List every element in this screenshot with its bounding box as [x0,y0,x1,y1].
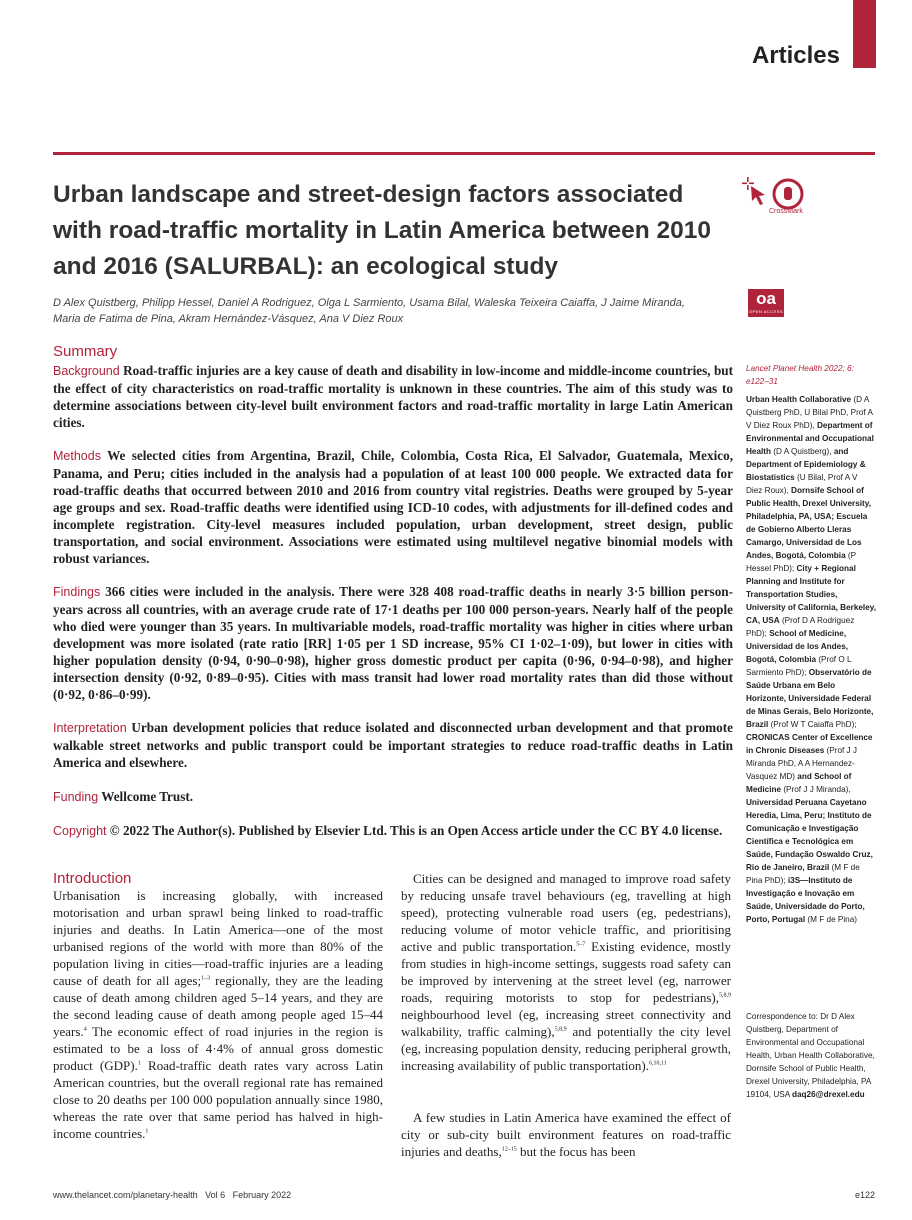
affiliation-name: and Department of Epidemiology & Biostatistics [746,447,866,482]
correspondence-address: Dr D Alex Quistberg, Department of Environmental and Occupational Health, Urban Health Collaborative, Dornsife School of Public Health, Drexel University, Philadelphia, PA 19104, USA [746,1012,875,1099]
journal-citation: Lancet Planet Health 2022; 6: e122–31 [746,364,854,386]
summary-interpretation [53,719,733,771]
summary-funding [53,788,733,806]
affiliation-people: (Prof J J Miranda PhD, A A Hernandez-Vasquez MD) [746,746,858,781]
citation-ref[interactable]: 12–15 [501,1146,517,1153]
intro-text: Road-traffic death rates vary across Latin American countries, but the overall regional rate has remained close to 20 deaths per 100 000 population annually since 1980, whereas the rate over that same period has halved in high-income countries. [53,1058,383,1141]
intro-text: Urbanisation is increasing globally, with increased motorisation and urban sprawl being linked to road-traffic injuries and deaths. In Latin America—one of the most urbanised regions of the world with more than 80% of the population living in cities—road-traffic injuries are a leading cause of death for all ages; [53,888,383,988]
citation-ref[interactable]: 1–3 [201,975,211,982]
open-access-badge [748,289,784,317]
crossmark-label: CrossMark [769,208,803,215]
intro-column-right-para2 [401,1109,731,1160]
affiliation-people: (P Hessel PhD); [746,551,856,573]
oa-subtext: OPEN ACCESS [748,309,784,314]
interpretation-label: Interpretation [53,721,127,735]
affiliation-people: (Prof D A Rodriguez PhD); [746,616,855,638]
section-label: Articles [751,42,840,69]
funding-text: Wellcome Trust. [101,789,194,804]
interpretation-text: Urban development policies that reduce isolated and disconnected urban development and that promote walkable street networks and public transport could be important strategies to reduce road-traffic deaths in Latin America and elsewhere. [53,720,734,770]
background-text: Road-traffic injuries are a key cause of death and disability in low-income and middle-income countries, but the effect of city characteristics on road-traffic mortality is unknown in these countries. The aim of this study was to determine associations between city-level built environment factors and road-traffic mortality in large Latin American cities. [53,363,734,430]
affiliation-people: (D A Quistberg), [771,447,834,456]
intro-text: and potentially the city level (eg, increasing population density, reducing peripheral growth, increasing availability of public transportation). [401,1024,731,1073]
summary-heading: Summary [53,343,118,360]
page-footer [53,1190,291,1200]
findings-label: Findings [53,585,101,599]
correspondence-label: Correspondence to: [746,1012,818,1021]
summary-copyright [53,822,733,840]
copyright-text: © 2022 The Author(s). Published by Elsevier Ltd. This is an Open Access article under the CC BY 4.0 license. [109,823,723,838]
affiliation-name: Urban Health Collaborative [746,395,852,404]
header-color-bar [853,0,876,68]
correspondence-email[interactable]: daq26@drexel.edu [791,1090,865,1099]
sidebar-correspondence [746,1010,876,1101]
footer-volume: Vol 6 [205,1190,226,1200]
affiliation-people: (M F de Pina PhD); [746,863,860,885]
methods-label: Methods [53,449,101,463]
header-rule [53,152,875,155]
affiliation-name: School of Medicine, Universidad de los Andes, Bogotá, Colombia [746,629,849,664]
sidebar-affiliations [746,393,876,926]
intro-text: The economic effect of road injuries in the region is estimated to be a loss of 4·4% of annual gross domestic product (GDP). [53,1024,383,1073]
introduction-heading: Introduction [53,870,132,887]
sidebar-journal [746,362,876,388]
intro-column-right [401,870,731,1074]
affiliation-people: (Prof W T Caiaffa PhD); [768,720,857,729]
crossmark-icon[interactable] [742,176,812,210]
affiliation-name: Department of Environmental and Occupational Health [746,421,874,456]
citation-ref[interactable]: 5,8,9 [719,992,731,999]
findings-text: 366 cities were included in the analysis. There were 328 408 road-traffic deaths in nearly 3·5 billion person-years across all countries, with an average crude rate of 17·1 deaths per 100 000 person-years. Nearly half of the people who died were younger than 35 years. In multivariable models, road-traffic mortality was higher in cities where urban development was more isolated (rate ratio [RR] 1·05 per 1 SD increase, 95% CI 1·02–1·09), but lower in cities with higher population density (0·94, 0·90–0·98), higher gross domestic product per capita (0·96, 0·94–0·98), and higher intersection density (0·92, 0·89–0·95). Cities with mass transit had lower road mortality rates than did those without (0·92, 0·86–0·99). [53,584,734,702]
intro-text: Cities can be designed and managed to improve road safety by reducing unsafe travel behaviours (eg, travelling at high speed), protecting vulnerable road users (eg, pedestrians), reducing volume of motor vehicle traffic, and prioritising active and public transportation. [401,871,731,954]
footer-url[interactable]: www.thelancet.com/planetary-health [53,1190,198,1200]
page-number: e122 [854,1190,875,1200]
summary-methods [53,447,733,567]
funding-label: Funding [53,790,99,804]
intro-column-left [53,887,383,1142]
affiliation-name: and School of Medicine [746,772,852,794]
citation-ref[interactable]: 6,10,11 [649,1060,667,1067]
oa-text: oa [756,289,776,308]
intro-text: but the focus has been [516,1144,636,1159]
background-label: Background [53,364,120,378]
intro-text: neighbourhood level (eg, increasing street connectivity and walkability, traffic calming), [401,1007,731,1039]
affiliation-people: (U Bilal, Prof A V Diez Roux), [746,473,858,495]
footer-date: February 2022 [232,1190,292,1200]
author-list: D Alex Quistberg, Philipp Hessel, Daniel A Rodriguez, Olga L Sarmiento, Usama Bilal, Waleska Teixeira Caiaffa, J Jaime Miranda, Maria de Fatima de Pina, Akram Hernández-Vásquez, Ana V Diez Roux [53,297,685,325]
intro-text: regionally, they are the leading cause of death among children aged 5–14 years, and they are the second leading cause of death among people aged 15–44 years. [53,973,383,1039]
intro-text: Existing evidence, mostly from studies in high-income settings, suggests road safety can be improved by intervening at the street level (eg, narrower roads, requiring motorists to stop for pedestrians), [401,939,731,1005]
affiliation-name: Dornsife School of Public Health, Drexel University, Philadelphia, PA, USA; Escuela de Gobierno Alberto Lleras Camargo, Universidad de Los Andes, Bogotá, Colombia [746,486,871,560]
affiliation-people: (Prof J J Miranda), [781,785,851,794]
citation-ref[interactable]: 5–7 [576,941,586,948]
methods-text: We selected cities from Argentina, Brazil, Chile, Colombia, Costa Rica, El Salvador, Guatemala, Mexico, Panama, and Peru; cities included in the analysis had a population of at least 100 000 people. We extracted data for road-traffic deaths that occurred between 2010 and 2016 from country vital registries. Deaths were grouped by 5-year age groups and sex. Road-traffic deaths were identified using ICD-10 codes, with adjustments for ill-defined codes and incomplete registration. City-level measures included population, urban development, street design, public transportation, and social environment. Associations were estimated using multilevel negative binomial models with robust variances. [53,448,734,566]
affiliation-name: CRONICAS Center of Excellence in Chronic Diseases [746,733,873,755]
intro-text: A few studies in Latin America have examined the effect of city or sub-city built environment features on road-traffic injuries and deaths, [401,1110,731,1159]
article-title: Urban landscape and street-design factors associated with road-traffic mortality in Latin America between 2010 and 2016 (SALURBAL): an ecological study [53,181,712,280]
citation-ref[interactable]: 5,8,9 [554,1026,567,1033]
affiliation-people: (Prof O L Sarmiento PhD); [746,655,852,677]
affiliation-name: Observatório de Saúde Urbana em Belo Horizonte, Universidade Federal de Minas Gerais, Belo Horizonte, Brazil [746,668,874,729]
summary-background [53,362,733,431]
citation-ref[interactable]: 1 [145,1128,149,1135]
citation-ref[interactable]: 4 [83,1026,87,1033]
copyright-label: Copyright [53,824,107,838]
summary-findings [53,583,733,703]
affiliation-name: i3S—Instituto de Investigação e Inovação em Saúde, Universidade do Porto, Porto, Portugal [746,876,865,924]
citation-ref[interactable]: 1 [137,1060,141,1067]
affiliation-name: City + Regional Planning and Institute for Transportation Studies, University of California, Berkeley, CA, USA [746,564,876,625]
affiliation-people: (M F de Pina) [805,915,858,924]
affiliation-people: (D A Quistberg PhD, U Bilal PhD, Prof A V Diez Roux PhD), [746,395,873,430]
affiliation-name: Universidad Peruana Cayetano Heredia, Lima, Peru; Instituto de Comunicação e Investigação Científica e Tecnológica em Saúde, Fundação Oswaldo Cruz, Rio de Janeiro, Brazil [746,798,873,872]
